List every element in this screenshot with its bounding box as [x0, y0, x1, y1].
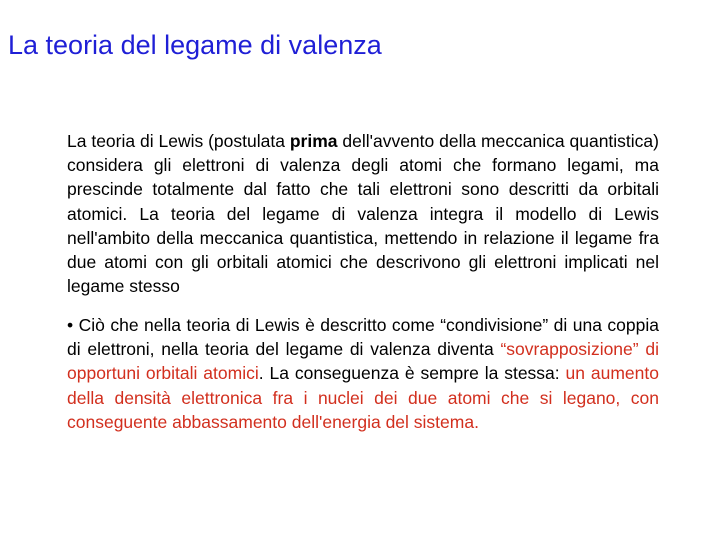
- paragraph2-text-start: Ciò che nella teoria di Lewis è descritto come “condivisione” di una coppia di elettroni, nella teoria del legame di valenza diventa: [67, 315, 659, 360]
- valence-bond-paragraph: [67, 313, 659, 434]
- density-highlight: un aumento della densità elettronica fra i nuclei dei due atomi che si legano, con conseguente abbassamento dell'energia del sistema.: [67, 363, 659, 432]
- paragraph1-text-end: dell'avvento della meccanica quantistica) considera gli elettroni di valenza degli atomi che formano legami, ma prescinde totalmente dal fatto che tali elettroni sono descritti da orbitali atomici. La teoria del legame di valenza integra il modello di Lewis nell'ambito della meccanica quantistica, mettendo in relazione il legame fra due atomi con gli orbitali atomici che descrivono gli elettroni implicati nel legame stesso: [67, 131, 659, 297]
- bullet-marker: •: [67, 315, 74, 335]
- paragraph2-text-middle: . La conseguenza è sempre la stessa:: [258, 363, 566, 384]
- overlap-highlight: “sovrapposizione” di opportuni orbitali atomici: [67, 339, 659, 384]
- lewis-theory-paragraph: [67, 129, 659, 298]
- paragraph1-text-start: La teoria di Lewis (postulata: [67, 131, 290, 151]
- slide-title: La teoria del legame di valenza: [8, 30, 382, 60]
- paragraph1-emphasis: prima: [289, 131, 338, 151]
